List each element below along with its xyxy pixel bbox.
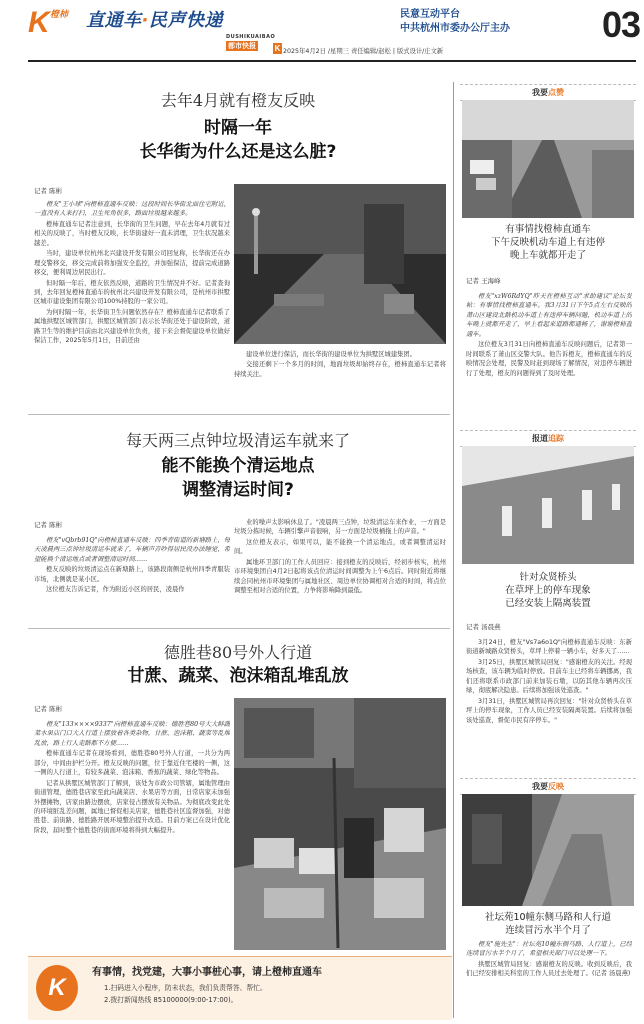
article1-kicker: 去年4月就有橙友反映 <box>160 91 316 110</box>
banner-logo-icon: K <box>36 965 78 1011</box>
article1-para: 交接还剩下一个多月的时间，地面垃圾却始终存在，橙柿直通车记者将持续关注。 <box>234 361 446 378</box>
right2-byline: 记者 汤晨燕 <box>466 623 501 631</box>
article2-para: 这位橙友表示，如果可以，能不能换一个清运地点，或者调整清运时间。 <box>234 538 446 556</box>
banner-contact-list <box>104 983 267 1006</box>
right2-headline: 针对众贤桥头 在草坪上的停车现象 已经安装上隔离装置 <box>505 572 591 609</box>
road-parking-photo-icon <box>462 100 634 218</box>
article1-body-cont <box>234 350 446 379</box>
right2-tag <box>460 430 636 447</box>
article2-lead: 橙友"vQbrb91Q"向橙柿直通车反映：四季青街道的新塘路上，每天凌晨两三点钟垃圾清运车就来了，车辆声音吵得居民没办法睡觉，希望能换个清运地点或者调整清运时间…… <box>34 537 230 563</box>
wet-sidewalk-photo-icon <box>462 794 634 906</box>
logo-small-text: 橙柿 <box>50 10 69 20</box>
brand-english: DUSHIKUAIBAO <box>226 34 276 40</box>
right3-body <box>466 940 632 1020</box>
bottom-banner <box>28 956 452 1020</box>
sidewalk-clutter-photo-icon <box>234 698 446 950</box>
right1-headline: 有事情找橙柿直通车 下午反映机动车道上有违停 晚上车就都开走了 <box>490 224 605 261</box>
right1-tag <box>460 84 636 101</box>
article2-body <box>34 536 230 626</box>
article1-body <box>34 200 230 360</box>
article1-lead: 橙友"王小球"向橙柿直通车反映：这段时间长华街北面住宅附近，一直没有人来打扫，卫生死角很多，路面垃圾越来越多。 <box>34 201 230 218</box>
article2-kicker: 每天两三点钟垃圾清运车就来了 <box>125 431 350 450</box>
right1-tag-prefix: 我要 <box>532 88 548 97</box>
article-divider <box>28 628 450 629</box>
article1-headline-line1: 时隔一年 <box>204 118 272 138</box>
article1-byline: 记者 陈彬 <box>34 187 63 195</box>
right1-body <box>466 292 632 392</box>
article2-para: 橙友反映的垃圾清运点在新塘路上，该路段南侧是杭州四季青服装市场，北侧就是某小区。 <box>34 566 230 583</box>
top-rule <box>28 60 636 62</box>
newspaper-brand <box>226 34 276 51</box>
right3-photo <box>462 794 634 906</box>
article-divider <box>28 414 450 415</box>
right3-tag <box>460 778 636 795</box>
right1-para: 这位橙友3月31日向橙柿直通车反映问题后，记者第一时间联系了萧山区交警大队。他告诉橙友，橙柿直通车的反映情况会处理，民警及时赶到现场了解情况，对违停车辆进行了处理，橙友的问题得到了及时处理。 <box>466 341 632 377</box>
article2-headline-line2: 调整清运时间? <box>182 480 294 500</box>
masthead-title-dot: · <box>141 10 149 31</box>
article2-body-cont <box>234 518 446 626</box>
lawn-bollards-photo-icon <box>462 446 634 564</box>
right3-tag-highlight: 反映 <box>548 782 564 791</box>
right3-headline: 社坛苑10幢东侧马路和人行道 连续冒污水半个月了 <box>484 912 612 936</box>
brand-k-badge: K <box>274 44 281 53</box>
masthead-organizer <box>400 8 510 35</box>
organizer-line2: 中共杭州市委办公厅主办 <box>400 22 510 34</box>
article3-headline: 甘蔗、蔬菜、泡沫箱乱堆乱放 <box>127 666 349 686</box>
article3-body <box>34 720 230 950</box>
article1-photo <box>234 184 446 344</box>
right3-para: 拱墅区城管局回复：感谢橙友的反映。收到反映后，我们已经安排相关科室的工作人员过去处理了。(记者 汤晨燕) <box>466 960 632 978</box>
page-number: 03 <box>602 4 641 45</box>
right2-para: 3月25日，拱墅区城管局回复："感谢橙友的关注。经现场核查，该车辆为临时停放。目前车主已经将车辆挪离，我们还将联系市政部门前来加装石墩，以防其他车辆再次压绿，彻底解决隐患。后续将加强该处巡查。" <box>466 658 632 695</box>
brand-chinese: 都市快报 <box>228 42 256 50</box>
article1-para: 建设单位进行保洁，而长华街的建设单位为拱墅区城建集团。 <box>246 351 417 358</box>
logo-k-letter: K <box>28 6 50 39</box>
article1-para: 当时，建设单位杭州北兴建设开发有限公司回复称，长华街还在办理交警移交，移交完成前将加强安全监控，并加强保洁，提前完成道路移交，便利周边居民出行。 <box>34 250 230 277</box>
banner-item-hotline: 2.拨打新闻热线 85100000(9:00-17:00)。 <box>104 995 238 1004</box>
right2-para: 3月31日，拱墅区城管局再次回复："针对众贤桥头在草坪上的停车现象，工作人员已经安装隔离装置。后续将加强该处巡查，督促市民有序停车。" <box>466 697 632 724</box>
article3-lead: 橙友"133××××9337"向橙柿直通车反映：德胜巷80号大大鲜蔬菜水果店门口大人行道上摆放着各类杂物，甘蔗、泡沫箱、蔬菜等乱堆乱放，路上行人走路都不方便…… <box>34 721 230 747</box>
right3-lead: 橙友"施先生"：社坛苑10幢东侧马路、人行道上，已经连续冒污水半个月了，希望相关部门可以处理一下。 <box>466 941 632 958</box>
right2-tag-highlight: 追踪 <box>548 434 564 443</box>
right2-photo <box>462 446 634 564</box>
right1-byline: 记者 王海峰 <box>466 277 501 285</box>
masthead-title-part2: 民声快递 <box>148 10 223 31</box>
article2-byline: 记者 陈彬 <box>34 521 63 529</box>
article2-para: 这位橙友告诉记者，作为附近小区的居民，凌晨作 <box>46 586 185 594</box>
masthead-title-part1: 直通车 <box>86 10 142 31</box>
article1-headline-line2: 长华街为什么还是这么脏? <box>139 142 337 162</box>
organizer-line1: 民意互动平台 <box>400 9 460 20</box>
article1-para: 但时隔一年后，橙友依然反映，道路的卫生情况并不好。记者查询到，去年回复橙柿直通车的杭州北兴建设开发有限公司，是杭州市拱墅区城市建设集团有限公司100%持股的一家公司。 <box>34 279 230 306</box>
right1-tag-highlight: 点赞 <box>548 88 564 97</box>
right1-lead: 橙友"xzW6RdYQ"昨天在橙柿互动"求助建议"论坛发帖：有事情找橙柿直通车。我3月31日下午5点左右反映的萧山区建设北路机动车道上有违停车辆问题，机动车道上的车晚上就都开走了，早上看起来道路都通畅了，谢谢橙柿直通车。 <box>466 293 632 338</box>
right2-para: 3月24日，橙友"Vs7a6o1Q"向橙柿直通车反映：东新街道新城路众贤桥头，草坪上停着一辆小车，好多天了…… <box>466 639 632 656</box>
article1-para: 橙柿直通车记者注意到，长华街的卫生问题，早在去年4月就有过相关的反映了，当时橙友反映，长华街建好一直未清理，卫生状况越来越差。 <box>34 220 230 247</box>
banner-item-miniprogram: 1.扫码进入小程序，防未状态，我们负责帮答、帮忙。 <box>104 984 267 992</box>
column-divider <box>453 82 454 1018</box>
article3-kicker: 德胜巷80号外人行道 <box>163 643 313 662</box>
banner-slogan: 有事情，找党建，大事小事桩心事，请上橙柿直通车 <box>92 967 322 978</box>
right1-photo <box>462 100 634 218</box>
masthead-title <box>86 6 223 32</box>
street-night-photo-icon <box>234 184 446 344</box>
article3-photo <box>234 698 446 950</box>
right3-tag-prefix: 我要 <box>532 782 548 791</box>
article3-para: 橙柿直通车记者在现场看到，德胜巷80号外人行道，一共分为两部分，中间由护栏分开。橙友反映的问题，位于靠近住宅楼的一侧，这一侧的人行道上，有较多蔬菜、泡沫箱、香蕉的蔬菜、绿化等物品。 <box>34 750 230 777</box>
article3-byline: 记者 陈彬 <box>34 705 63 713</box>
article2-para: 属地环卫部门的工作人员回应：接到橙友的反映后，经初步核实，杭州市环境集团自4月2日起将该点位清运时间调整为上午6点后。同时附近将继续会同杭州市环境集团与属地社区、周边单位协调相对合适的时间，将点位调整至相对合适的位置，力争将影响降到最低。 <box>234 558 446 595</box>
right2-tag-prefix: 报道 <box>532 434 548 443</box>
article2-headline-line1: 能不能换个清运地点 <box>161 456 315 476</box>
article1-para: 为何时隔一年，长华街卫生问题依然存在？橙柿直通车记者联系了属地拱墅区城管部门，拱墅区城管部门表示长华街还处于建设阶段，道路卫生等的维护目前由北兴建设单位负责，接下来会督促建设单位做好保洁工作，2025年5月1日，目前还由 <box>34 308 230 345</box>
article3-para: 记者从拱墅区城管部门了解到，该处为市政公司管辖，属地管理由街道管理，德胜巷店家至此向蔬菜店、水果店等方面，日常店家未加强外摆摊物，店家由路边摆放，店家侵占摆放有关物品。为彻底改变此处的环境脏乱差问题，属地已督促相关店家，德胜巷社区监督加强，对德胜巷、前街路、德胜路开展环境整治提升改造。目前方案已在设计优化阶段，届时整个德胜巷的街面环境将得到大幅提升。 <box>34 779 230 834</box>
issue-meta: 2025年4月2日 /星期三 责任编辑/赵松 | 版式设计/庄文新 <box>283 48 444 55</box>
right2-body <box>466 638 632 758</box>
article2-para: 业的噪声太影响休息了。"凌晨两三点钟，垃圾清运车来作业，一方面是垃圾分拣时候，车辆引擎声音很响，另一方面是垃圾桶拖上的声音。" <box>234 519 446 536</box>
